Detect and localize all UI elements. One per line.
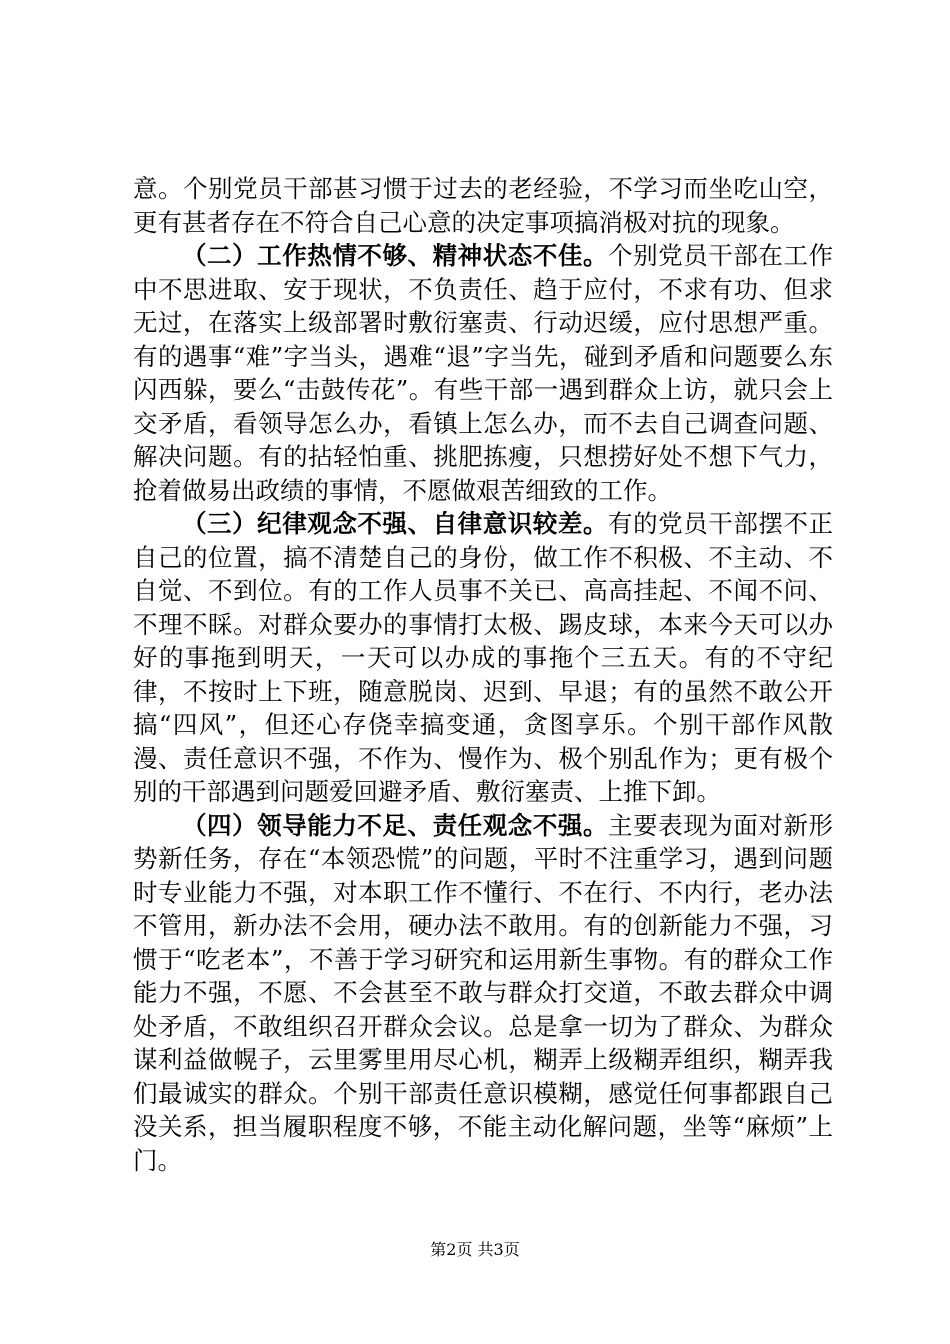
paragraph-section-4 bbox=[133, 809, 833, 1178]
paragraph-section-2 bbox=[133, 239, 833, 507]
page-number-footer: 第2页 共3页 bbox=[430, 1240, 520, 1259]
paragraph-body: 主要表现为面对新形势新任务，存在“本领恐慌”的问题，平时不注重学习，遇到问题时专业能力不强，对本职工作不懂行、不在行、不内行，老办法不管用，新办法不会用，硬办法不敢用。有的创新能力不强，习惯于“吃老本”，不善于学习研究和运用新生事物。有的群众工作能力不强，不愿、不会甚至不敢与群众打交道，不敢去群众中调处矛盾，不敢组织召开群众会议。总是拿一切为了群众、为群众谋利益做幌子，云里雾里用尽心机，糊弄上级糊弄组织，糊弄我们最诚实的群众。个别干部责任意识模糊，感觉任何事都跟自己没关系，担当履职程度不够，不能主动化解问题，坐等“麻烦”上门。 bbox=[133, 810, 834, 1175]
paragraph-body: 有的党员干部摆不正自己的位置，搞不清楚自己的身份，做工作不积极、不主动、不自觉、不到位。有的工作人员事不关已、高高挂起、不闻不问、不理不睬。对群众要办的事情打太极、踢皮球，本来今天可以办好的事拖到明天，一天可以办成的事拖个三五天。有的不守纪律，不按时上下班，随意脱岗、迟到、早退；有的虽然不敢公开搞“四风”，但还心存侥幸搞变通，贪图享乐。个别干部作风散漫、责任意识不强，不作为、慢作为、极个别乱作为；更有极个别的干部遇到问题爱回避矛盾、敷衍塞责、上推下卸。 bbox=[133, 509, 834, 806]
section-heading: （二）工作热情不够、精神状态不佳。 bbox=[182, 241, 609, 270]
paragraph-body: 意。个别党员干部甚习惯于过去的老经验，不学习而坐吃山空，更有甚者存在不符合自己心意的决定事项搞消极对抗的现象。 bbox=[133, 174, 833, 237]
paragraph-section-3 bbox=[133, 507, 833, 809]
section-heading: （四）领导能力不足、责任观念不强。 bbox=[182, 810, 609, 840]
section-heading: （三）纪律观念不强、自律意识较差。 bbox=[182, 509, 609, 538]
document-body bbox=[133, 172, 833, 1177]
paragraph-body: 个别党员干部在工作中不思进取、安于现状，不负责任、趋于应付，不求有功、但求无过，在落实上级部署时敷衍塞责、行动迟缓，应付思想严重。有的遇事“难”字当头，遇难“退”字当先，碰到矛盾和问题要么东闪西躲，要么“击鼓传花”。有些干部一遇到群众上访，就只会上交矛盾，看领导怎么办，看镇上怎么办，而不去自己调查问题、解决问题。有的拈轻怕重、挑肥拣瘦，只想捞好处不想下气力，抢着做易出政绩的事情，不愿做艰苦细致的工作。 bbox=[133, 241, 834, 505]
paragraph-continuation bbox=[133, 172, 833, 239]
